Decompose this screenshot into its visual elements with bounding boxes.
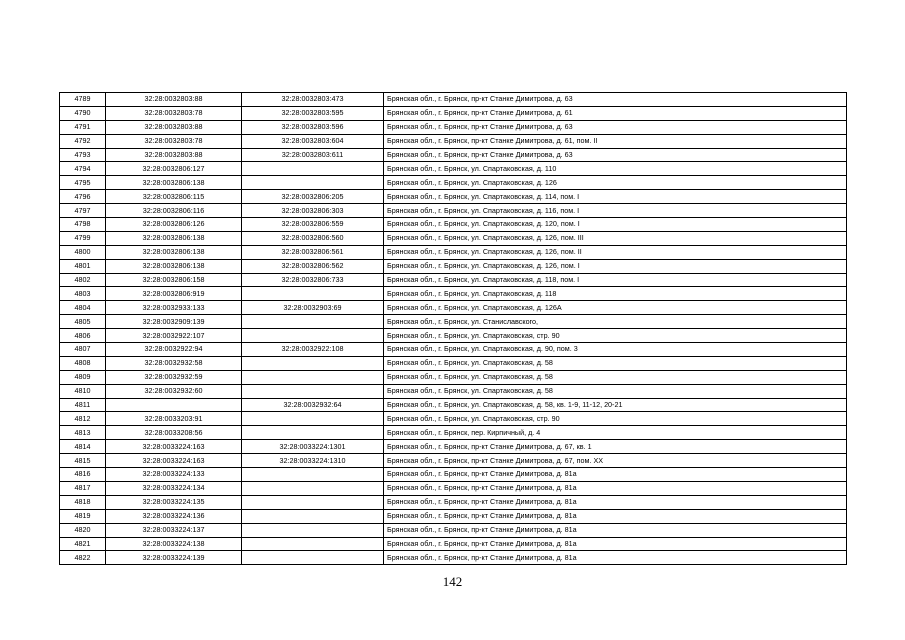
parcel-cadastral-number-cell: 32:28:0033224:163 bbox=[106, 454, 242, 468]
row-number-cell: 4792 bbox=[60, 134, 106, 148]
table-row bbox=[60, 176, 847, 190]
object-cadastral-number-cell bbox=[242, 287, 384, 301]
address-cell: Брянская обл., г. Брянск, пр-кт Станке Димитрова, д. 61 bbox=[384, 106, 847, 120]
table-row bbox=[60, 509, 847, 523]
address-cell: Брянская обл., г. Брянск, ул. Спартаковская, стр. 90 bbox=[384, 329, 847, 343]
row-number-cell: 4818 bbox=[60, 495, 106, 509]
parcel-cadastral-number-cell: 32:28:0032806:126 bbox=[106, 218, 242, 232]
address-cell: Брянская обл., г. Брянск, ул. Спартаковская, д. 58 bbox=[384, 370, 847, 384]
parcel-cadastral-number-cell: 32:28:0032806:138 bbox=[106, 176, 242, 190]
object-cadastral-number-cell: 32:28:0032803:595 bbox=[242, 106, 384, 120]
address-cell: Брянская обл., г. Брянск, ул. Спартаковская, д. 58 bbox=[384, 356, 847, 370]
table-row bbox=[60, 190, 847, 204]
row-number-cell: 4801 bbox=[60, 259, 106, 273]
table-row bbox=[60, 134, 847, 148]
row-number-cell: 4795 bbox=[60, 176, 106, 190]
table-row bbox=[60, 218, 847, 232]
row-number-cell: 4789 bbox=[60, 93, 106, 107]
row-number-cell: 4819 bbox=[60, 509, 106, 523]
row-number-cell: 4802 bbox=[60, 273, 106, 287]
address-cell: Брянская обл., г. Брянск, пр-кт Станке Димитрова, д. 81а bbox=[384, 551, 847, 565]
object-cadastral-number-cell bbox=[242, 370, 384, 384]
parcel-cadastral-number-cell: 32:28:0033224:133 bbox=[106, 468, 242, 482]
row-number-cell: 4798 bbox=[60, 218, 106, 232]
table-row bbox=[60, 301, 847, 315]
row-number-cell: 4812 bbox=[60, 412, 106, 426]
table-row bbox=[60, 440, 847, 454]
address-cell: Брянская обл., г. Брянск, ул. Спартаковская, д. 114, пом. I bbox=[384, 190, 847, 204]
table-row bbox=[60, 273, 847, 287]
row-number-cell: 4808 bbox=[60, 356, 106, 370]
parcel-cadastral-number-cell: 32:28:0033224:139 bbox=[106, 551, 242, 565]
object-cadastral-number-cell: 32:28:0032932:64 bbox=[242, 398, 384, 412]
address-cell: Брянская обл., г. Брянск, пр-кт Станке Димитрова, д. 67, пом. XX bbox=[384, 454, 847, 468]
row-number-cell: 4799 bbox=[60, 231, 106, 245]
object-cadastral-number-cell: 32:28:0032803:473 bbox=[242, 93, 384, 107]
row-number-cell: 4814 bbox=[60, 440, 106, 454]
parcel-cadastral-number-cell: 32:28:0032803:78 bbox=[106, 134, 242, 148]
row-number-cell: 4816 bbox=[60, 468, 106, 482]
row-number-cell: 4820 bbox=[60, 523, 106, 537]
table-row bbox=[60, 93, 847, 107]
object-cadastral-number-cell bbox=[242, 481, 384, 495]
row-number-cell: 4796 bbox=[60, 190, 106, 204]
address-cell: Брянская обл., г. Брянск, ул. Спартаковская, стр. 90 bbox=[384, 412, 847, 426]
object-cadastral-number-cell: 32:28:0032806:562 bbox=[242, 259, 384, 273]
parcel-cadastral-number-cell: 32:28:0032932:58 bbox=[106, 356, 242, 370]
address-cell: Брянская обл., г. Брянск, ул. Спартаковская, д. 116, пом. I bbox=[384, 204, 847, 218]
parcel-cadastral-number-cell: 32:28:0032803:88 bbox=[106, 120, 242, 134]
address-cell: Брянская обл., г. Брянск, пр-кт Станке Димитрова, д. 81а bbox=[384, 495, 847, 509]
table-row bbox=[60, 231, 847, 245]
address-cell: Брянская обл., г. Брянск, пр-кт Станке Димитрова, д. 63 bbox=[384, 93, 847, 107]
row-number-cell: 4822 bbox=[60, 551, 106, 565]
row-number-cell: 4810 bbox=[60, 384, 106, 398]
object-cadastral-number-cell: 32:28:0032803:596 bbox=[242, 120, 384, 134]
row-number-cell: 4807 bbox=[60, 343, 106, 357]
parcel-cadastral-number-cell: 32:28:0032806:115 bbox=[106, 190, 242, 204]
table-row bbox=[60, 426, 847, 440]
parcel-cadastral-number-cell: 32:28:0032806:138 bbox=[106, 245, 242, 259]
table-row bbox=[60, 356, 847, 370]
object-cadastral-number-cell bbox=[242, 426, 384, 440]
row-number-cell: 4806 bbox=[60, 329, 106, 343]
object-cadastral-number-cell bbox=[242, 509, 384, 523]
parcel-cadastral-number-cell: 32:28:0032922:94 bbox=[106, 343, 242, 357]
address-cell: Брянская обл., г. Брянск, ул. Спартаковская, д. 58 bbox=[384, 384, 847, 398]
parcel-cadastral-number-cell: 32:28:0033208:56 bbox=[106, 426, 242, 440]
parcel-cadastral-number-cell: 32:28:0033224:138 bbox=[106, 537, 242, 551]
table-row bbox=[60, 523, 847, 537]
address-cell: Брянская обл., г. Брянск, пр-кт Станке Димитрова, д. 81а bbox=[384, 537, 847, 551]
object-cadastral-number-cell bbox=[242, 162, 384, 176]
address-cell: Брянская обл., г. Брянск, ул. Спартаковская, д. 118 bbox=[384, 287, 847, 301]
table-row bbox=[60, 412, 847, 426]
cadastral-table bbox=[59, 92, 847, 565]
parcel-cadastral-number-cell: 32:28:0032806:158 bbox=[106, 273, 242, 287]
row-number-cell: 4800 bbox=[60, 245, 106, 259]
table-row bbox=[60, 495, 847, 509]
table-row bbox=[60, 204, 847, 218]
parcel-cadastral-number-cell: 32:28:0032806:138 bbox=[106, 259, 242, 273]
row-number-cell: 4817 bbox=[60, 481, 106, 495]
table-row bbox=[60, 120, 847, 134]
table-row bbox=[60, 384, 847, 398]
object-cadastral-number-cell bbox=[242, 315, 384, 329]
parcel-cadastral-number-cell: 32:28:0032932:60 bbox=[106, 384, 242, 398]
object-cadastral-number-cell: 32:28:0032806:205 bbox=[242, 190, 384, 204]
object-cadastral-number-cell bbox=[242, 384, 384, 398]
table-body bbox=[60, 93, 847, 565]
address-cell: Брянская обл., г. Брянск, пр-кт Станке Димитрова, д. 63 bbox=[384, 148, 847, 162]
row-number-cell: 4813 bbox=[60, 426, 106, 440]
parcel-cadastral-number-cell: 32:28:0033224:163 bbox=[106, 440, 242, 454]
object-cadastral-number-cell: 32:28:0032806:560 bbox=[242, 231, 384, 245]
object-cadastral-number-cell bbox=[242, 356, 384, 370]
address-cell: Брянская обл., г. Брянск, ул. Станиславского, bbox=[384, 315, 847, 329]
address-cell: Брянская обл., г. Брянск, ул. Спартаковская, д. 110 bbox=[384, 162, 847, 176]
object-cadastral-number-cell: 32:28:0032803:604 bbox=[242, 134, 384, 148]
object-cadastral-number-cell: 32:28:0033224:1301 bbox=[242, 440, 384, 454]
parcel-cadastral-number-cell: 32:28:0032803:88 bbox=[106, 93, 242, 107]
object-cadastral-number-cell: 32:28:0033224:1310 bbox=[242, 454, 384, 468]
object-cadastral-number-cell bbox=[242, 551, 384, 565]
parcel-cadastral-number-cell: 32:28:0032803:88 bbox=[106, 148, 242, 162]
address-cell: Брянская обл., г. Брянск, ул. Спартаковская, д. 58, кв. 1-9, 11-12, 20-21 bbox=[384, 398, 847, 412]
parcel-cadastral-number-cell: 32:28:0033224:135 bbox=[106, 495, 242, 509]
address-cell: Брянская обл., г. Брянск, пр-кт Станке Димитрова, д. 61, пом. II bbox=[384, 134, 847, 148]
address-cell: Брянская обл., г. Брянск, пр-кт Станке Димитрова, д. 81а bbox=[384, 509, 847, 523]
object-cadastral-number-cell bbox=[242, 176, 384, 190]
object-cadastral-number-cell: 32:28:0032806:303 bbox=[242, 204, 384, 218]
parcel-cadastral-number-cell: 32:28:0033203:91 bbox=[106, 412, 242, 426]
table-row bbox=[60, 398, 847, 412]
object-cadastral-number-cell: 32:28:0032806:733 bbox=[242, 273, 384, 287]
object-cadastral-number-cell bbox=[242, 523, 384, 537]
address-cell: Брянская обл., г. Брянск, ул. Спартаковская, д. 126, пом. II bbox=[384, 245, 847, 259]
address-cell: Брянская обл., г. Брянск, ул. Спартаковская, д. 126, пом. III bbox=[384, 231, 847, 245]
address-cell: Брянская обл., г. Брянск, ул. Спартаковская, д. 120, пом. I bbox=[384, 218, 847, 232]
object-cadastral-number-cell: 32:28:0032806:561 bbox=[242, 245, 384, 259]
parcel-cadastral-number-cell: 32:28:0032803:78 bbox=[106, 106, 242, 120]
table-row bbox=[60, 162, 847, 176]
object-cadastral-number-cell: 32:28:0032903:69 bbox=[242, 301, 384, 315]
page-number: 142 bbox=[442, 574, 463, 589]
object-cadastral-number-cell: 32:28:0032803:611 bbox=[242, 148, 384, 162]
table-row bbox=[60, 370, 847, 384]
address-cell: Брянская обл., г. Брянск, пр-кт Станке Димитрова, д. 81а bbox=[384, 468, 847, 482]
parcel-cadastral-number-cell: 32:28:0033224:137 bbox=[106, 523, 242, 537]
parcel-cadastral-number-cell: 32:28:0032922:107 bbox=[106, 329, 242, 343]
address-cell: Брянская обл., г. Брянск, ул. Спартаковская, д. 126, пом. I bbox=[384, 259, 847, 273]
table-row bbox=[60, 551, 847, 565]
table-row bbox=[60, 259, 847, 273]
parcel-cadastral-number-cell: 32:28:0032806:919 bbox=[106, 287, 242, 301]
row-number-cell: 4797 bbox=[60, 204, 106, 218]
parcel-cadastral-number-cell: 32:28:0032806:127 bbox=[106, 162, 242, 176]
table-row bbox=[60, 245, 847, 259]
row-number-cell: 4794 bbox=[60, 162, 106, 176]
row-number-cell: 4821 bbox=[60, 537, 106, 551]
parcel-cadastral-number-cell: 32:28:0032933:133 bbox=[106, 301, 242, 315]
parcel-cadastral-number-cell bbox=[106, 398, 242, 412]
row-number-cell: 4790 bbox=[60, 106, 106, 120]
object-cadastral-number-cell bbox=[242, 329, 384, 343]
object-cadastral-number-cell bbox=[242, 468, 384, 482]
table-row bbox=[60, 481, 847, 495]
address-cell: Брянская обл., г. Брянск, пер. Кирпичный, д. 4 bbox=[384, 426, 847, 440]
table-row bbox=[60, 106, 847, 120]
address-cell: Брянская обл., г. Брянск, пр-кт Станке Димитрова, д. 63 bbox=[384, 120, 847, 134]
row-number-cell: 4793 bbox=[60, 148, 106, 162]
address-cell: Брянская обл., г. Брянск, ул. Спартаковская, д. 126 bbox=[384, 176, 847, 190]
object-cadastral-number-cell bbox=[242, 495, 384, 509]
table-row bbox=[60, 343, 847, 357]
table-row bbox=[60, 315, 847, 329]
row-number-cell: 4791 bbox=[60, 120, 106, 134]
parcel-cadastral-number-cell: 32:28:0033224:134 bbox=[106, 481, 242, 495]
parcel-cadastral-number-cell: 32:28:0032806:138 bbox=[106, 231, 242, 245]
address-cell: Брянская обл., г. Брянск, ул. Спартаковская, д. 126А bbox=[384, 301, 847, 315]
row-number-cell: 4803 bbox=[60, 287, 106, 301]
parcel-cadastral-number-cell: 32:28:0032932:59 bbox=[106, 370, 242, 384]
address-cell: Брянская обл., г. Брянск, ул. Спартаковская, д. 90, пом. 3 bbox=[384, 343, 847, 357]
row-number-cell: 4804 bbox=[60, 301, 106, 315]
row-number-cell: 4809 bbox=[60, 370, 106, 384]
object-cadastral-number-cell: 32:28:0032806:559 bbox=[242, 218, 384, 232]
table-row bbox=[60, 329, 847, 343]
object-cadastral-number-cell bbox=[242, 537, 384, 551]
table-row bbox=[60, 537, 847, 551]
parcel-cadastral-number-cell: 32:28:0032909:139 bbox=[106, 315, 242, 329]
table-row bbox=[60, 148, 847, 162]
row-number-cell: 4811 bbox=[60, 398, 106, 412]
object-cadastral-number-cell bbox=[242, 412, 384, 426]
address-cell: Брянская обл., г. Брянск, пр-кт Станке Димитрова, д. 67, кв. 1 bbox=[384, 440, 847, 454]
row-number-cell: 4805 bbox=[60, 315, 106, 329]
parcel-cadastral-number-cell: 32:28:0032806:116 bbox=[106, 204, 242, 218]
table-row bbox=[60, 468, 847, 482]
address-cell: Брянская обл., г. Брянск, пр-кт Станке Димитрова, д. 81а bbox=[384, 481, 847, 495]
table-row bbox=[60, 454, 847, 468]
parcel-cadastral-number-cell: 32:28:0033224:136 bbox=[106, 509, 242, 523]
row-number-cell: 4815 bbox=[60, 454, 106, 468]
address-cell: Брянская обл., г. Брянск, пр-кт Станке Димитрова, д. 81а bbox=[384, 523, 847, 537]
object-cadastral-number-cell: 32:28:0032922:108 bbox=[242, 343, 384, 357]
table-row bbox=[60, 287, 847, 301]
address-cell: Брянская обл., г. Брянск, ул. Спартаковская, д. 118, пом. I bbox=[384, 273, 847, 287]
